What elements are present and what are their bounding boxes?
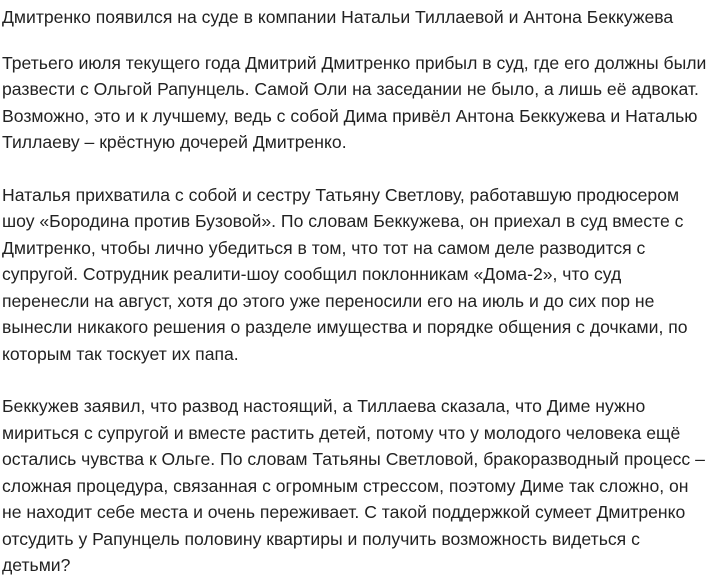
title-spacer [2, 31, 711, 50]
article-paragraph-2: Наталья прихватила с собой и сестру Татьяну Светлову, работавшую продюсером шоу «Бородина против Бузовой». По словам Беккужева, он приехал в суд вместе с Дмитренко, чтобы лично убедиться в том, что тот на самом деле разводится с супругой. Сотрудник реалити-шоу сообщил поклонникам «Дома-2», что суд перенесли на август, хотя до этого уже переносили его на июль и до сих пор не вынесли никакого решения о разделе имущества и порядке общения с дочками, по которым так тоскует их папа. [2, 184, 688, 364]
article-paragraph-3: Беккужев заявил, что развод настоящий, а Тиллаева сказала, что Диме нужно мириться с супругой и вместе растить детей, потому что у молодого человека ещё остались чувства к Ольге. По словам Татьяны Светловой, бракоразводный процесс – сложная процедура, связанная с огромным стрессом, поэтому Диме так сложно, он не находит себе места и очень переживает. С такой поддержкой сумеет Дмитренко отсудить у Рапунцель половину квартиры и получить возможность видеться с детьми? [2, 396, 705, 575]
article-title: Дмитренко появился на суде в компании Натальи Тиллаевой и Антона Беккужева [2, 7, 674, 27]
paragraph-spacer [2, 367, 711, 393]
article-paragraph-1: Третьего июля текущего года Дмитрий Дмитренко прибыл в суд, где его должны были развести с Ольгой Рапунцель. Самой Оли на заседании не было, а лишь её адвокат. Возможно, это и к лучшему, ведь с собой Дима привёл Антона Беккужева и Наталью Тиллаеву – крёстную дочерей Дмитренко. [2, 52, 707, 152]
paragraph-spacer [2, 156, 711, 182]
